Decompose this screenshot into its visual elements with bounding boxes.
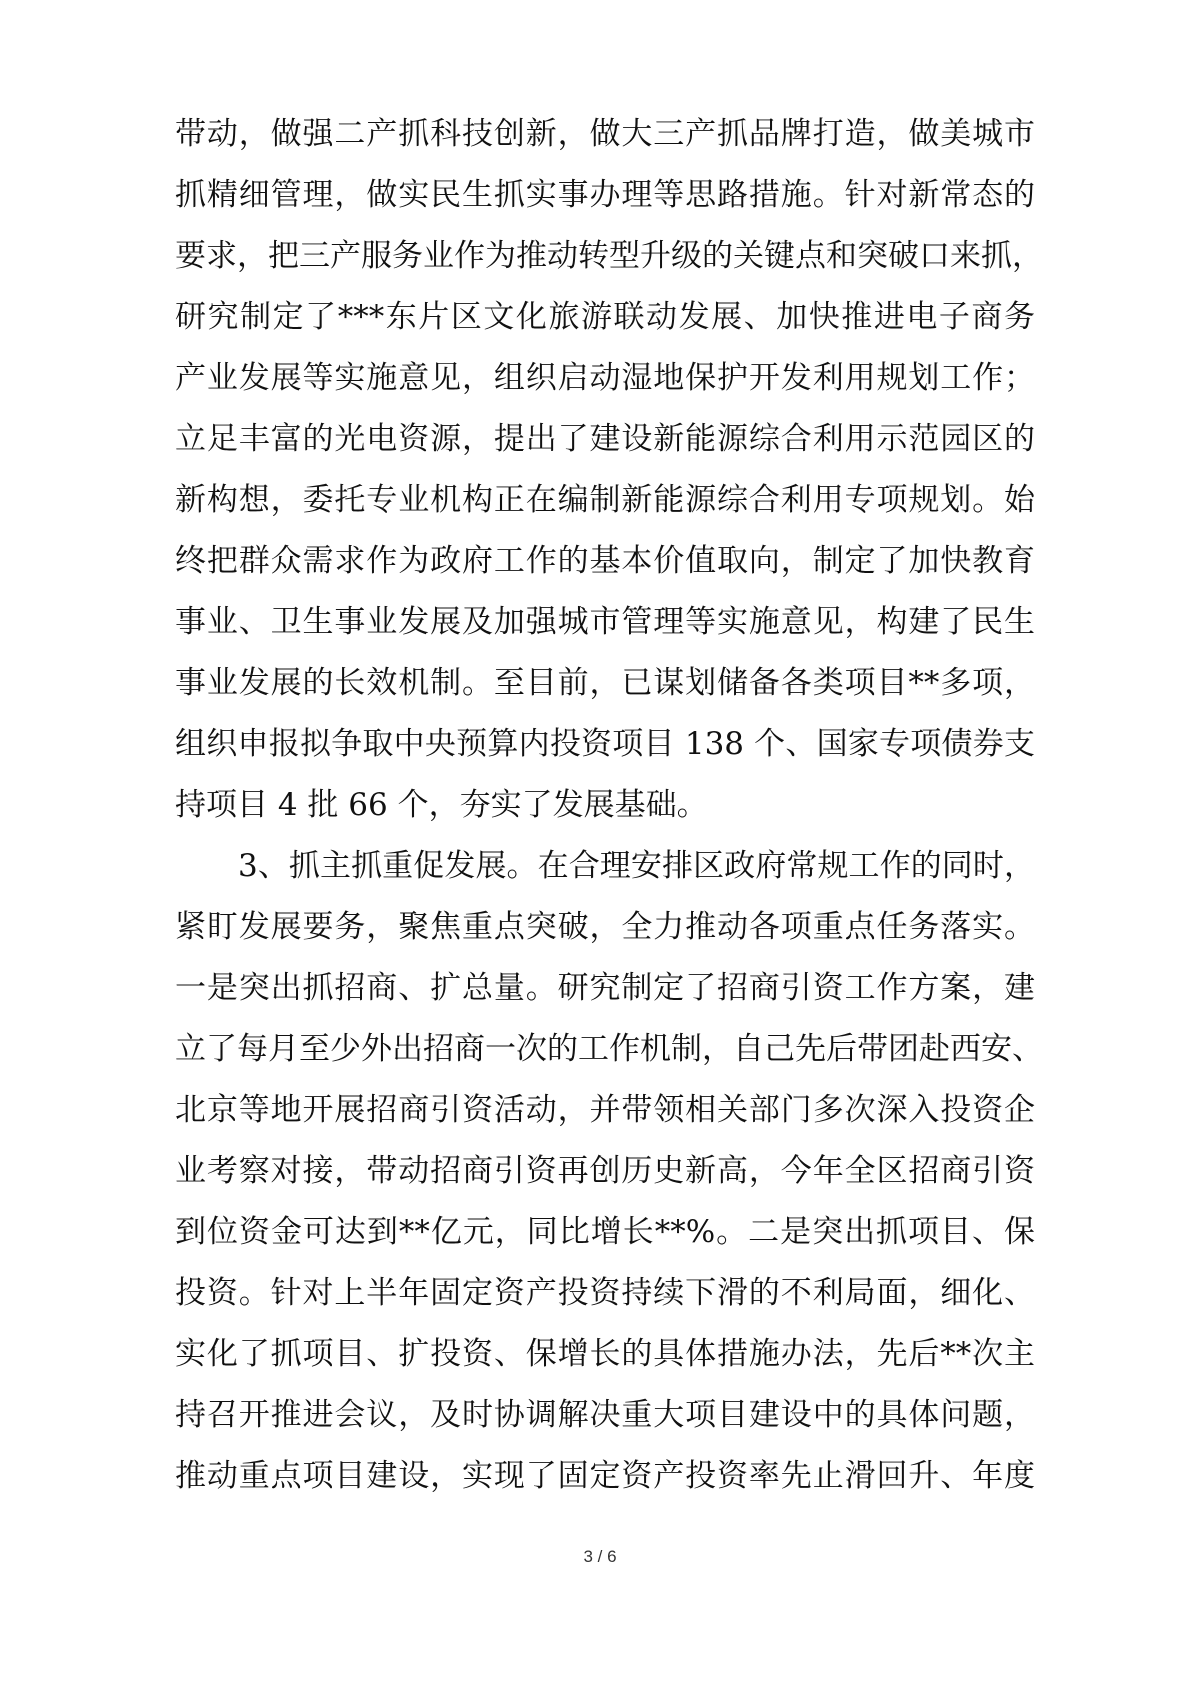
paragraph-line-2: 抓精细管理，做实民生抓实事办理等思路措施。针对新常态的 [175,177,1035,213]
paragraph-line-19: 到位资金可达到**亿元，同比增长**%。二是突出抓项目、保 [175,1214,1035,1250]
page-number: 3 / 6 [583,1547,617,1566]
paragraph-line-17: 北京等地开展招商引资活动，并带领相关部门多次深入投资企 [175,1092,1035,1128]
paragraph-line-11: 组织申报拟争取中央预算内投资项目 138 个、国家专项债券支 [175,726,1035,762]
paragraph-line-5: 产业发展等实施意见，组织启动湿地保护开发利用规划工作； [175,360,1035,396]
paragraph-line-13: 3、抓主抓重促发展。在合理安排区政府常规工作的同时， [238,848,1035,884]
paragraph-line-6: 立足丰富的光电资源，提出了建设新能源综合利用示范园区的 [175,421,1035,457]
paragraph-line-12: 持项目 4 批 66 个，夯实了发展基础。 [175,787,708,823]
paragraph-line-7: 新构想，委托专业机构正在编制新能源综合利用专项规划。始 [175,482,1035,518]
paragraph-line-18: 业考察对接，带动招商引资再创历史新高，今年全区招商引资 [175,1153,1035,1189]
paragraph-line-20: 投资。针对上半年固定资产投资持续下滑的不利局面，细化、 [175,1275,1035,1311]
paragraph-line-23: 推动重点项目建设，实现了固定资产投资率先止滑回升、年度 [175,1458,1035,1494]
paragraph-line-22: 持召开推进会议，及时协调解决重大项目建设中的具体问题， [175,1397,1035,1433]
paragraph-line-21: 实化了抓项目、扩投资、保增长的具体措施办法，先后**次主 [175,1336,1035,1372]
paragraph-line-9: 事业、卫生事业发展及加强城市管理等实施意见，构建了民生 [175,604,1035,640]
paragraph-line-3: 要求，把三产服务业作为推动转型升级的关键点和突破口来抓， [175,238,1043,274]
paragraph-line-15: 一是突出抓招商、扩总量。研究制定了招商引资工作方案，建 [175,970,1035,1006]
paragraph-line-8: 终把群众需求作为政府工作的基本价值取向，制定了加快教育 [175,543,1035,579]
paragraph-line-16: 立了每月至少外出招商一次的工作机制，自己先后带团赴西安、 [175,1031,1043,1067]
paragraph-line-14: 紧盯发展要务，聚焦重点突破，全力推动各项重点任务落实。 [175,909,1035,945]
paragraph-line-10: 事业发展的长效机制。至目前，已谋划储备各类项目**多项， [175,665,1035,701]
paragraph-line-4: 研究制定了***东片区文化旅游联动发展、加快推进电子商务 [175,299,1035,335]
paragraph-line-1: 带动，做强二产抓科技创新，做大三产抓品牌打造，做美城市 [175,116,1035,152]
